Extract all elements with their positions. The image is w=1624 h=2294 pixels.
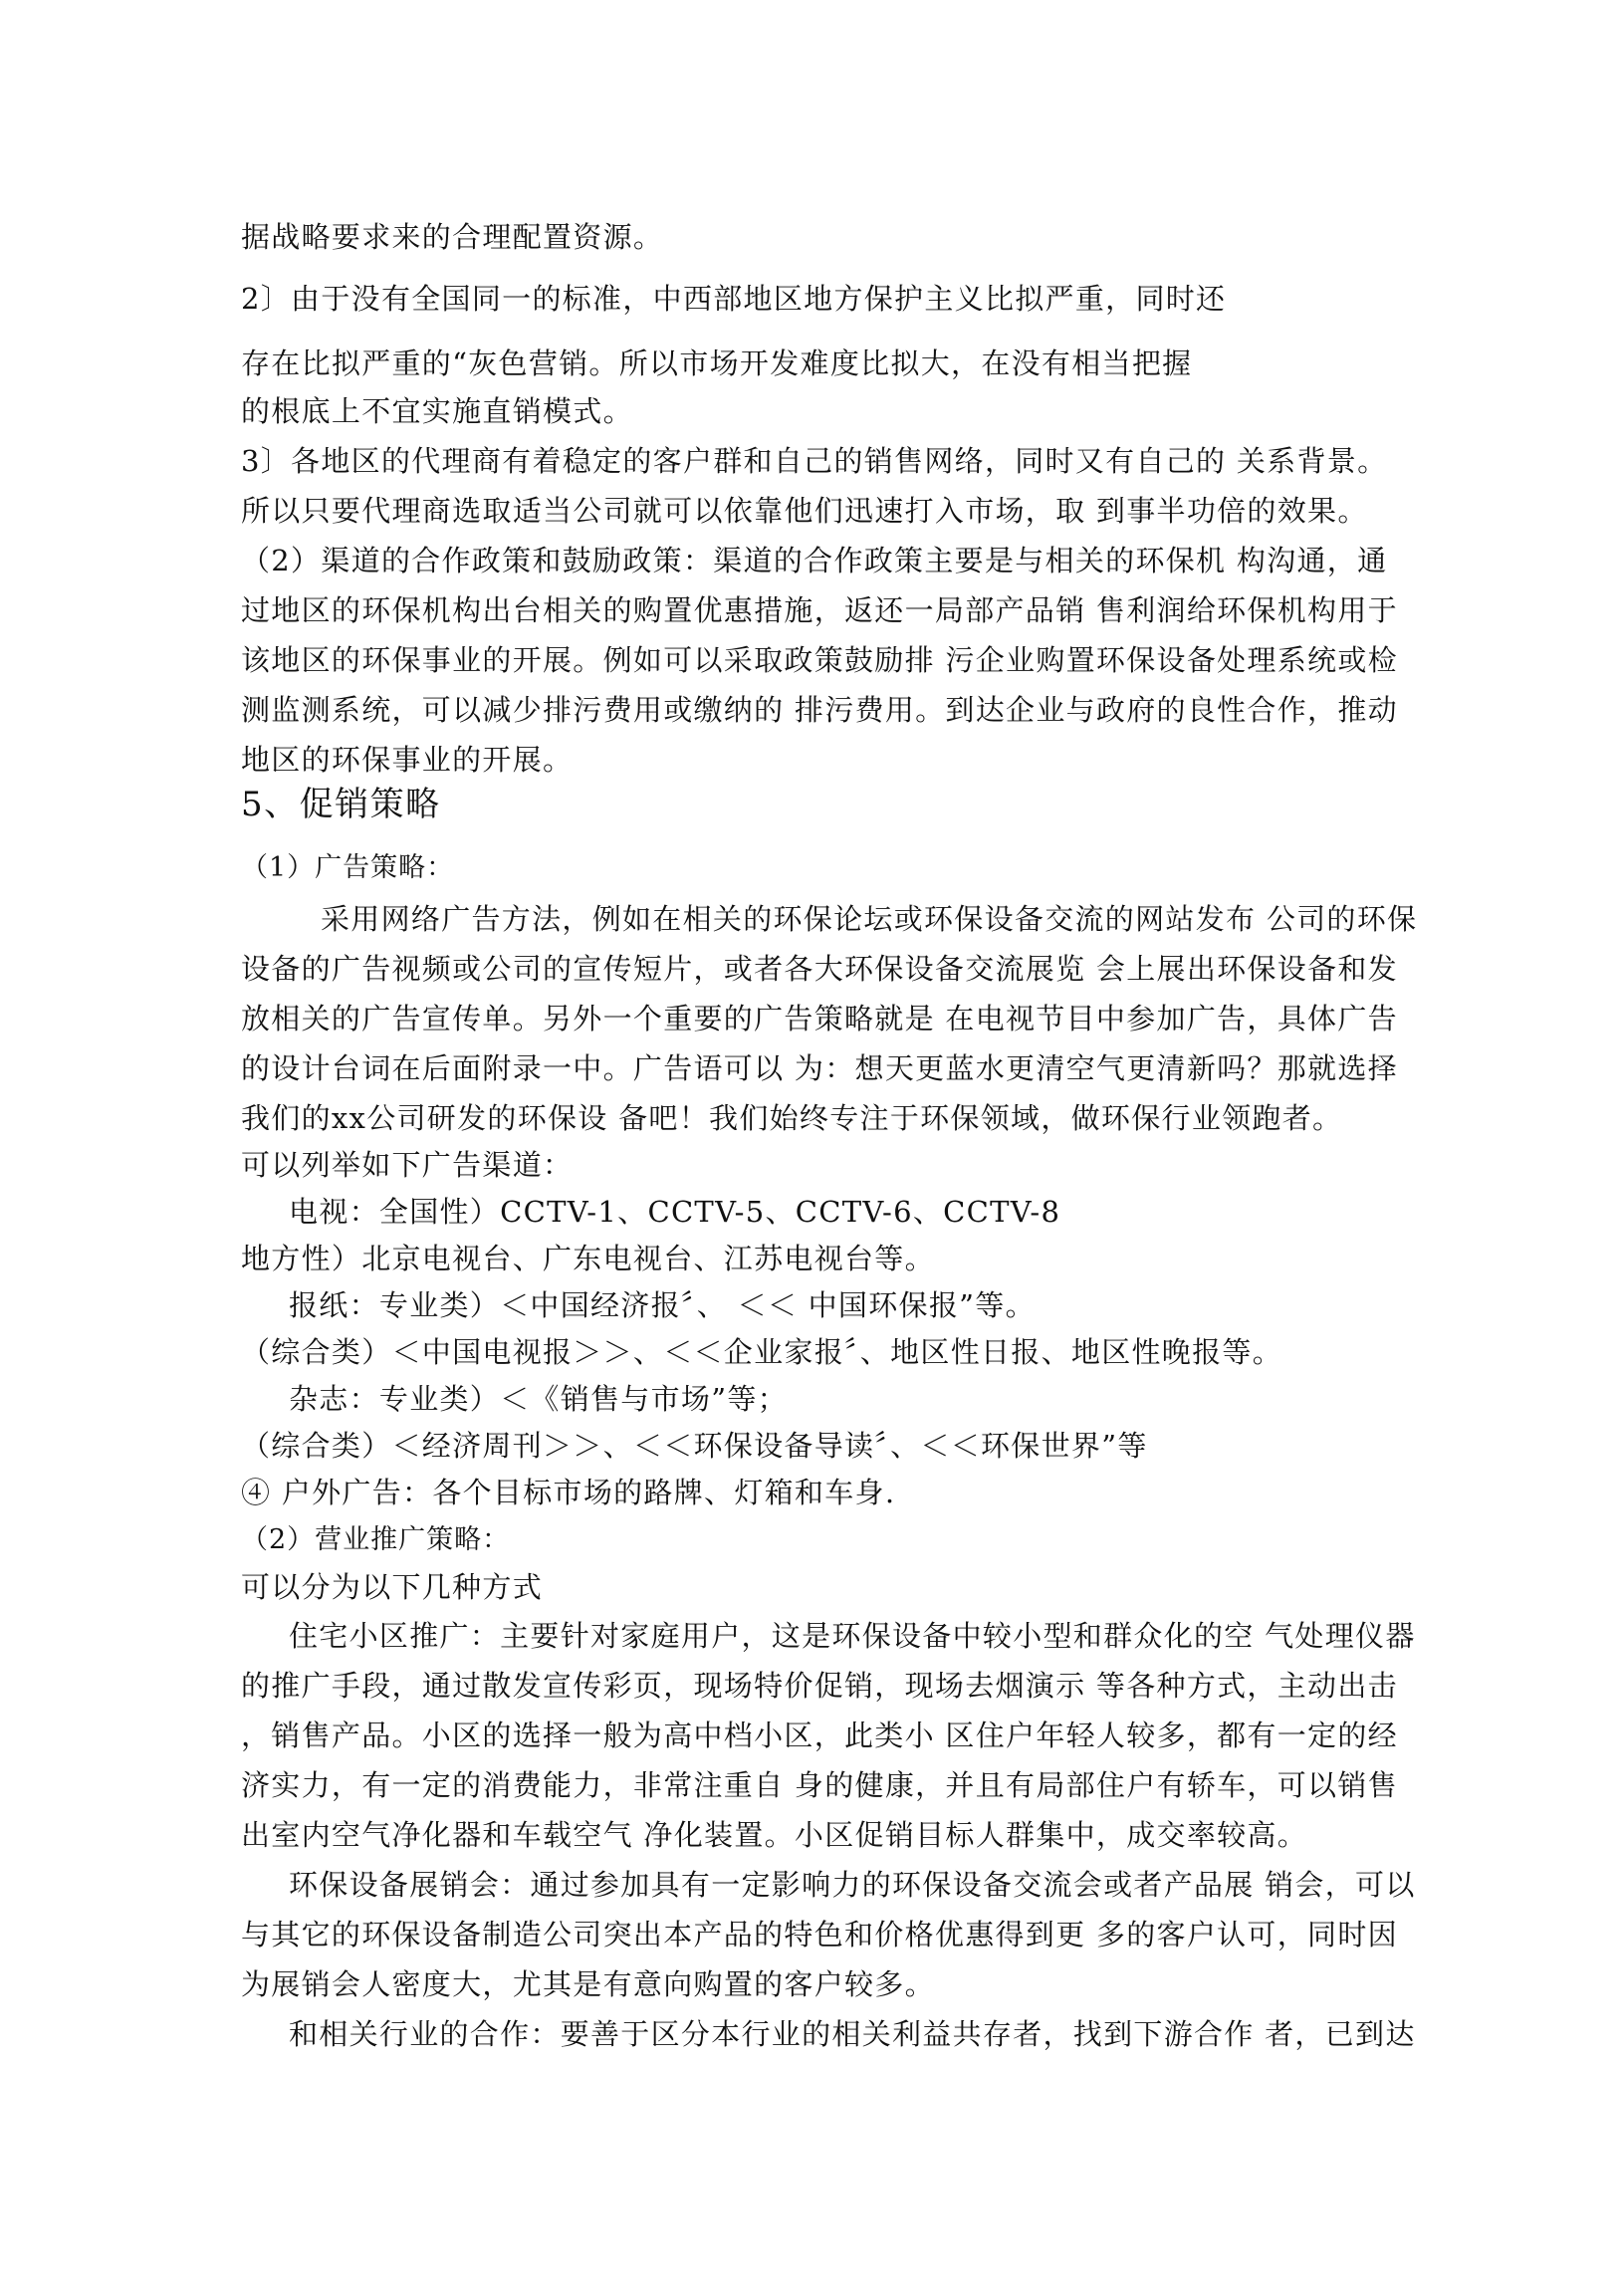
text-line: 设备的广告视频或公司的宣传短片，或者各大环保设备交流展览 会上展出环保设备和发 xyxy=(241,952,1398,986)
text-line: 地区的环保事业的开展。 xyxy=(241,743,574,777)
text-line: 地方性）北京电视台、广东电视台、江苏电视台等。 xyxy=(241,1242,935,1275)
subheading: （1）广告策略： xyxy=(241,852,455,883)
text-line: 的根底上不宜实施直销模式。 xyxy=(241,394,633,428)
text-line: 报纸：专业类）＜中国经济报〞、 ＜＜ 中国环保报”等。 xyxy=(289,1288,1036,1322)
text-line: 放相关的广告宣传单。另外一个重要的广告策略就是 在电视节目中参加广告，具体广告 xyxy=(241,1002,1398,1035)
text-line: （综合类）＜经济周刊＞＞、＜＜环保设备导读〞、＜＜环保世界”等 xyxy=(241,1429,1148,1463)
text-line: 的设计台词在后面附录一中。广告语可以 为：想天更蓝水更清空气更清新吗？那就选择 xyxy=(241,1051,1398,1085)
text-line: 存在比拟严重的“灰色营销。所以市场开发难度比拟大，在没有相当把握 xyxy=(241,346,1193,380)
text-line: 出室内空气净化器和车载空气 净化装置。小区促销目标人群集中，成交率较高。 xyxy=(241,1818,1308,1852)
text-line: 所以只要代理商选取适当公司就可以依靠他们迅速打入市场，取 到事半功倍的效果。 xyxy=(241,494,1368,528)
text-line: 济实力，有一定的消费能力，非常注重自 身的健康，并且有局部住户有轿车，可以销售 xyxy=(241,1768,1398,1802)
text-line: 电视：全国性）CCTV-1、CCTV-5、CCTV-6、CCTV-8 xyxy=(289,1195,1061,1229)
text-line: 我们的xx公司研发的环保设 备吧！我们始终专注于环保领域，做环保行业领跑者。 xyxy=(241,1101,1343,1135)
text-line: 与其它的环保设备制造公司突出本产品的特色和价格优惠得到更 多的客户认可，同时因 xyxy=(241,1918,1398,1951)
subheading: （2）营业推广策略： xyxy=(241,1524,511,1555)
text-line: （综合类）＜中国电视报＞＞、＜＜企业家报〞、地区性日报、地区性晚报等。 xyxy=(241,1335,1283,1369)
text-line: 采用网络广告方法，例如在相关的环保论坛或环保设备交流的网站发布 公司的环保 xyxy=(321,902,1418,936)
text-line: 过地区的环保机构出台相关的购置优惠措施，返还一局部产品销 售利润给环保机构用于 xyxy=(241,593,1398,627)
text-line: （2）渠道的合作政策和鼓励政策：渠道的合作政策主要是与相关的环保机 构沟通，通 xyxy=(241,544,1388,577)
text-line: 3〕各地区的代理商有着稳定的客户群和自己的销售网络，同时又有自己的 关系背景。 xyxy=(241,444,1388,478)
text-line: 测监测系统，可以减少排污费用或缴纳的 排污费用。到达企业与政府的良性合作，推动 xyxy=(241,693,1398,727)
text-line: 为展销会人密度大，尤其是有意向购置的客户较多。 xyxy=(241,1967,935,2001)
text-line: 和相关行业的合作：要善于区分本行业的相关利益共存者，找到下游合作 者，已到达 xyxy=(289,2017,1416,2051)
section-heading: 5、促销策略 xyxy=(241,785,441,824)
text-line: 据战略要求来的合理配置资源。 xyxy=(241,220,664,254)
text-line: 2〕由于没有全国同一的标准，中西部地区地方保护主义比拟严重，同时还 xyxy=(241,282,1227,316)
text-line: 可以分为以下几种方式 xyxy=(241,1570,544,1604)
text-line: 住宅小区推广：主要针对家庭用户，这是环保设备中较小型和群众化的空 气处理仪器 xyxy=(289,1619,1416,1653)
text-line: ④ 户外广告：各个目标市场的路牌、灯箱和车身. xyxy=(241,1476,896,1509)
text-line: 该地区的环保事业的开展。例如可以采取政策鼓励排 污企业购置环保设备处理系统或检 xyxy=(241,643,1398,677)
text-line: 杂志：专业类）＜《销售与市场”等； xyxy=(289,1382,788,1416)
text-line: 的推广手段，通过散发宣传彩页，现场特价促销，现场去烟演示 等各种方式，主动出击 xyxy=(241,1669,1398,1703)
text-line: 环保设备展销会：通过参加具有一定影响力的环保设备交流会或者产品展 销会，可以 xyxy=(289,1868,1416,1902)
text-line: 可以列举如下广告渠道： xyxy=(241,1148,574,1182)
text-line: ，销售产品。小区的选择一般为高中档小区，此类小 区住户年轻人较多，都有一定的经 xyxy=(241,1719,1398,1752)
